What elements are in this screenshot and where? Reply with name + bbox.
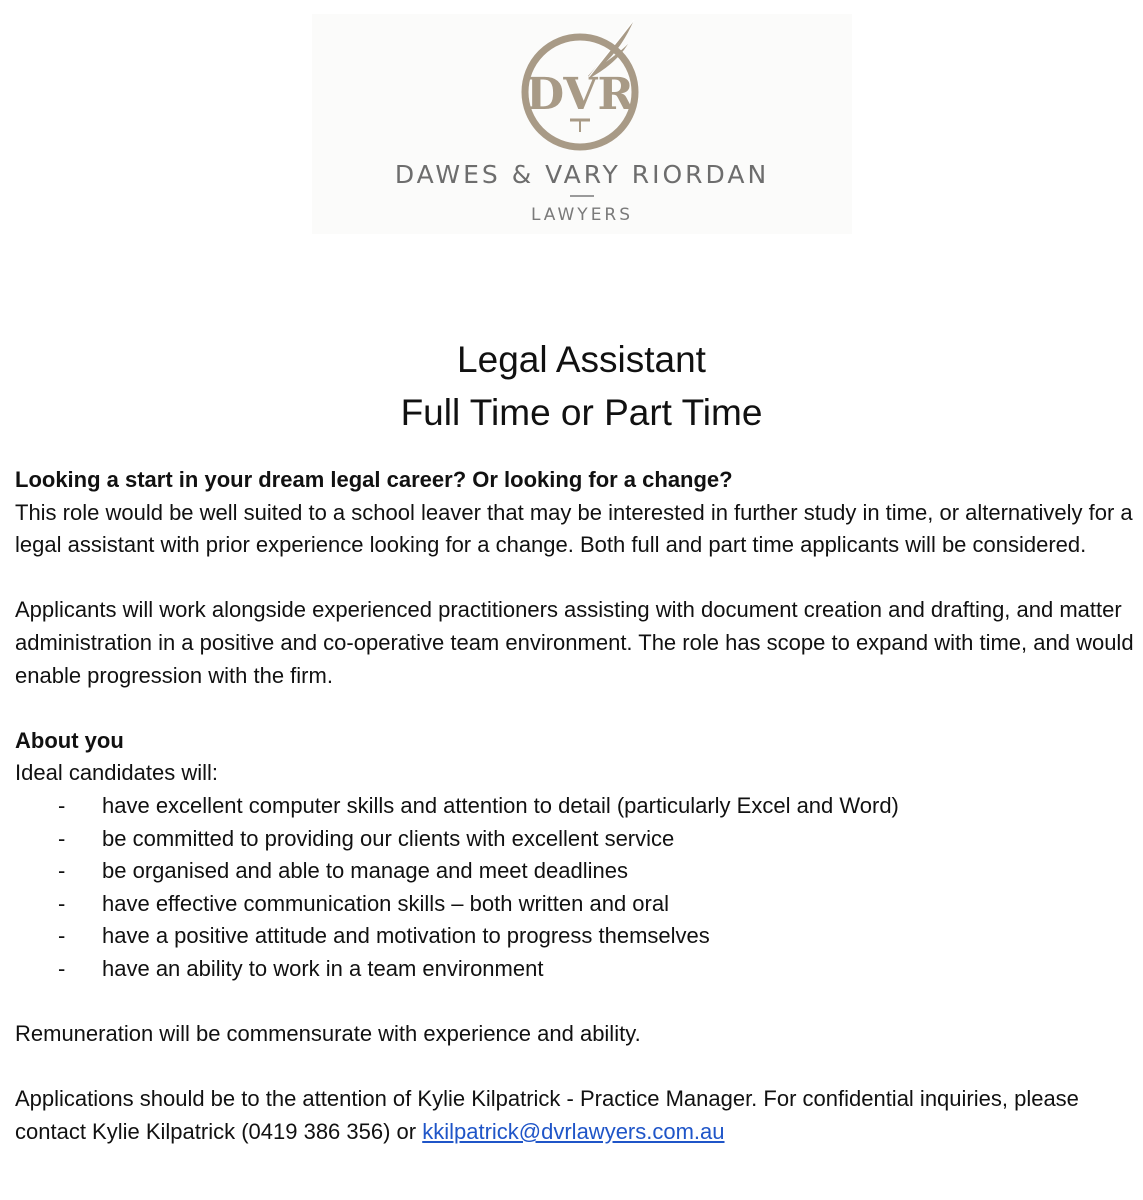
about-heading: About you	[15, 727, 124, 753]
list-item	[15, 953, 1140, 986]
list-item-text: be organised and able to manage and meet deadlines	[102, 858, 628, 884]
bullet-dash: -	[58, 955, 66, 981]
applications-text: Applications should be to the attention of Kylie Kilpatrick - Practice Manager. For confidential inquiries, please contact Kylie Kilpatrick (0419 386 356) or	[15, 1086, 1079, 1144]
list-item	[15, 823, 1140, 856]
list-item-text: have effective communication skills – both written and oral	[102, 890, 669, 916]
dvr-monogram-seal-icon	[518, 16, 648, 158]
firm-name: DAWES & VARY RIORDAN	[394, 160, 770, 189]
list-item	[15, 855, 1140, 888]
bullet-dash: -	[58, 890, 66, 916]
contact-email-link[interactable]: kkilpatrick@dvrlawyers.com.au	[422, 1118, 725, 1144]
about-lead: Ideal candidates will:	[15, 760, 219, 786]
bullet-dash: -	[58, 792, 66, 818]
list-item	[15, 920, 1140, 953]
role-paragraph: Applicants will work alongside experienced practitioners assisting with document creation and drafting, and matter administration in a positive and co-operative team environment. The role has scope to expand with time, and would enable progression with the firm.	[15, 597, 1134, 688]
intro-question: Looking a start in your dream legal career? Or looking for a change?	[15, 467, 733, 492]
job-title-line: Legal Assistant	[457, 339, 706, 380]
intro-paragraph: This role would be well suited to a school leaver that may be interested in further study in time, or alternatively for a legal assistant with prior experience looking for a change. Both full and part time applicants will be considered.	[15, 499, 1133, 558]
job-title	[0, 333, 1143, 439]
job-description	[15, 464, 1140, 1148]
monogram-text: DVR	[525, 69, 635, 120]
bullet-dash: -	[58, 923, 66, 949]
remuneration-text: Remuneration will be commensurate with experience and ability.	[15, 1021, 641, 1047]
requirements-list	[15, 790, 1140, 986]
list-item-text: have a positive attitude and motivation to progress themselves	[102, 923, 710, 949]
job-type-line: Full Time or Part Time	[400, 392, 763, 433]
logo-divider	[570, 195, 594, 197]
bullet-dash: -	[58, 825, 66, 851]
list-item	[15, 790, 1140, 823]
firm-logo	[312, 14, 852, 234]
list-item-text: have excellent computer skills and attention to detail (particularly Excel and Word)	[102, 792, 899, 818]
list-item-text: be committed to providing our clients with excellent service	[102, 825, 675, 851]
firm-subtitle: LAWYERS	[530, 205, 634, 225]
bullet-dash: -	[58, 858, 66, 884]
applications-paragraph	[15, 1083, 1140, 1148]
list-item-text: have an ability to work in a team environment	[102, 955, 544, 981]
list-item	[15, 888, 1140, 921]
